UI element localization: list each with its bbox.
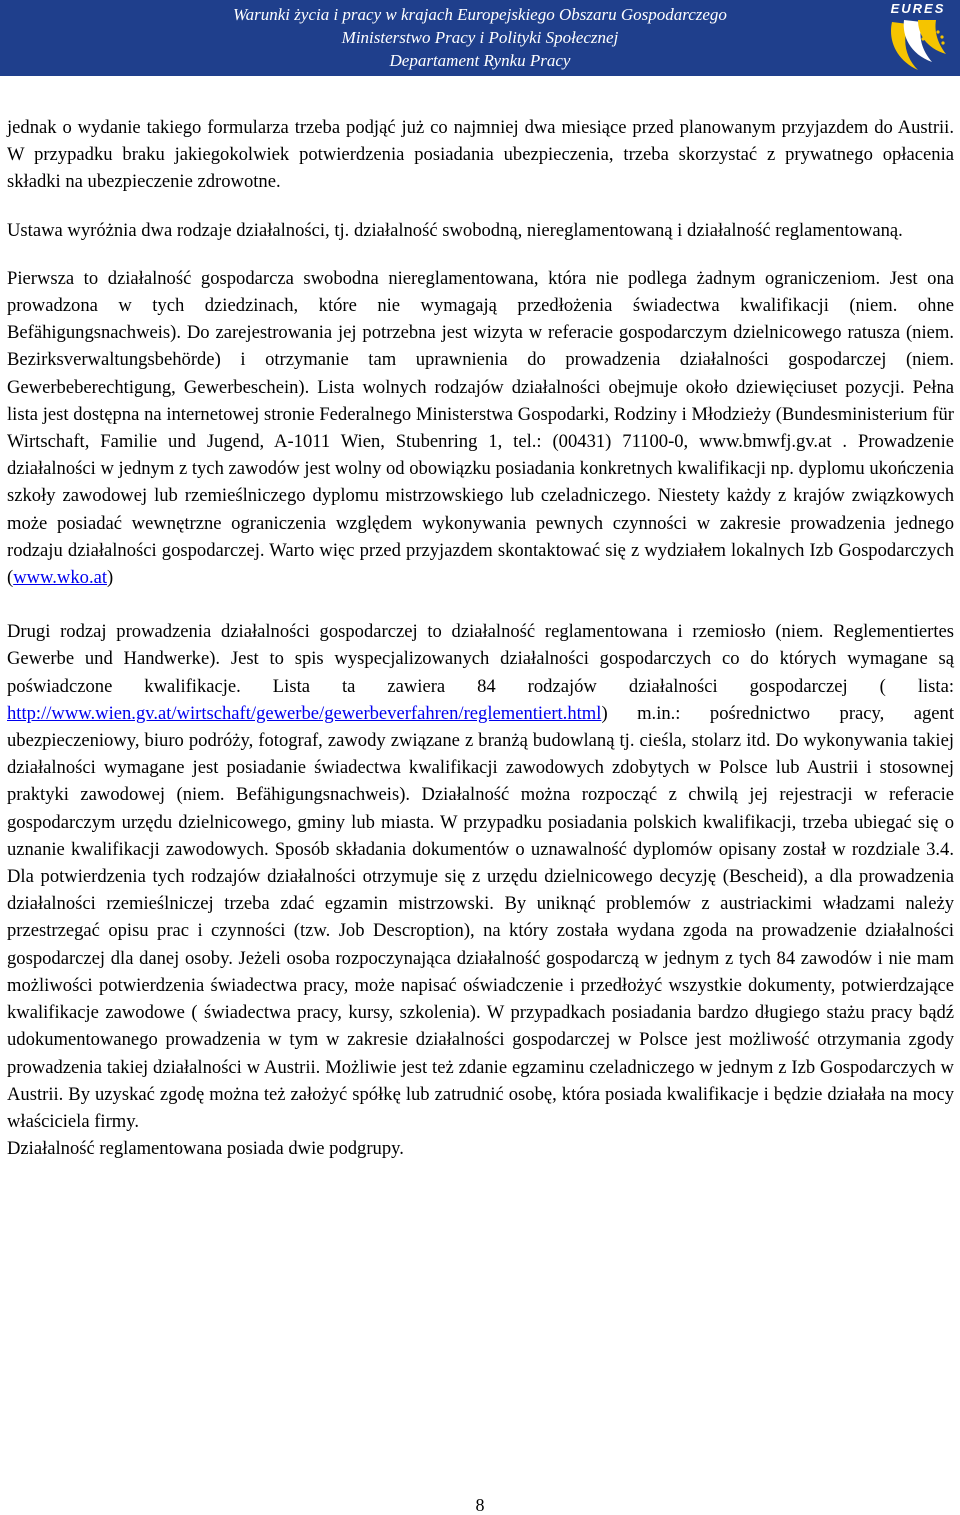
- regulated-activity-text-cont: ) m.in.: pośrednictwo pracy, agent ubezpieczeniowy, biuro podróży, fotograf, zawody związane z branżą budowlaną tj. cieśla, stolarz itd. Do wykonywania takiej działalności wymagane jest posiadanie świadectwa kwalifikacji zawodowych zdobytych w Polsce lub Austrii i stosownej praktyki zawodowej (niem. Befähigungsnachweis). Działalność można rozpocząć z chwilą jej rejestracji w referacie gospodarczym urzędu dzielnicowego, gminy lub miasta. W przypadku posiadania polskich kwalifikacji, trzeba ubiegać się o uznanie kwalifikacji zawodowych. Sposób składania dokumentów o uznawalność dyplomów opisany został w rozdziale 3.4. Dla potwierdzenia tych rodzajów działalności otrzymuje się z urzędu dzielnicowego decyzję (Bescheid), a dla prowadzenia działalności rzemieślniczej trzeba zdać egzamin mistrzowski. By uniknąć problemów z austriackimi władzami należy przestrzegać opisu prac i czynności (tzw. Job Descroption), na który została wydana zgoda na prowadzenie działalności gospodarczej dla danej osoby. Jeżeli osoba rozpoczynająca działalność gospodarczą w jednym z tych 84 zawodów i nie mam możliwości potwierdzenia świadectwa pracy, może napisać oświadczenie i przedłożyć wszystkie dokumenty, potwierdzające kwalifikacje zawodowe ( świadectwa pracy, kursy, szkolenia). W przypadkach posiadania bardzo długiego stażu pracy bądź udokumentowanego prowadzenia w tym w zakresie działalności gospodarczej w Polsce jest możliwość otrzymania zgody prowadzenia takiej działalności w Austrii. Możliwie jest też zdanie egzaminu czeladniczego w jednym z Izb Gospodarczych w Austrii. By uzyskać zgodę można też założyć spółkę lub zatrudnić osobę, która posiada kwalifikacje i będzie działała na mocy właściciela firmy.: [7, 702, 954, 1132]
- eures-emblem-icon: [878, 0, 956, 76]
- header-text-block: [150, 3, 810, 72]
- document-header: [0, 0, 960, 76]
- header-title: Warunki życia i pracy w krajach Europejskiego Obszaru Gospodarczego: [233, 5, 727, 24]
- eures-logo: [878, 0, 956, 76]
- paragraph-activity-types: Ustawa wyróżnia dwa rodzaje działalności, tj. działalność swobodną, niereglamentowaną i działalność reglamentowaną.: [7, 219, 903, 241]
- paragraph-regulated-activity: [7, 618, 954, 1135]
- regulated-activity-text: Drugi rodzaj prowadzenia działalności gospodarczej to działalność reglamentowana i rzemiosło (niem. Reglementiertes Gewerbe und Handwerke). Jest to spis wyspecjalizowanych działalności gospodarczych co do których wymagane są poświadczone kwalifikacje. Lista ta zawiera 84 rodzajów działalności gospodarczej ( lista:: [7, 621, 954, 697]
- document-body: [7, 114, 954, 1162]
- paragraph-free-activity: [7, 265, 954, 591]
- free-activity-text: Pierwsza to działalność gospodarcza swobodna niereglamentowana, która nie podlega żadnym ograniczeniom. Jest ona prowadzona w tych dziedzinach, które nie wymagają przedłożenia świadectwa kwalifikacji (niem. ohne Befähigungsnachweis). Do zarejestrowania jej potrzebna jest wizyta w referacie gospodarczym dzielnicowego ratusza (niem. Bezirksverwaltungsbehörde) i otrzymanie tam uprawnienia do prowadzenia działalności gospodarczej (niem. Gewerbeberechtigung, Gewerbeschein). Lista wolnych rodzajów działalności obejmuje około dziewięciuset pozycji. Pełna lista jest dostępna na internetowej stronie Federalnego Ministerstwa Gospodarki, Rodziny i Młodzieży (Bundesministerium für Wirtschaft, Familie und Jugend, A-1011 Wien, Stubenring 1, tel.: (00431) 71100-0, www.bmwfj.gv.at . Prowadzenie działalności w jednym z tych zawodów jest wolny od obowiązku posiadania konkretnych kwalifikacji np. dyplomu ukończenia szkoły zawodowej lub rzemieślniczego dyplomu mistrzowskiego lub czeladniczego. Niestety każdy z krajów związkowych może posiadać wewnętrzne ograniczenia względem wykonywania pewnych czynności w zakresie prowadzenia jednego rodzaju działalności gospodarczej. Warto więc przed przyjazdem skontaktować się z wydziałem lokalnych Izb Gospodarczych (: [7, 267, 955, 589]
- wien-regulated-list-link[interactable]: http://www.wien.gv.at/wirtschaft/gewerbe/gewerbeverfahren/reglementiert.html: [7, 702, 602, 724]
- paragraph-insurance: jednak o wydanie takiego formularza trzeba podjąć już co najmniej dwa miesiące przed planowanym przyjazdem do Austrii. W przypadku braku jakiegokolwiek potwierdzenia posiadania ubezpieczenia, trzeba skorzystać z prywatnego opłacenia składki na ubezpieczenie zdrowotne.: [7, 117, 954, 193]
- header-ministry: Ministerstwo Pracy i Polityki Społecznej: [341, 28, 619, 47]
- eures-logo-text: EURES: [890, 1, 946, 16]
- paragraph-subgroups: Działalność reglamentowana posiada dwie podgrupy.: [7, 1138, 404, 1160]
- wko-link[interactable]: www.wko.at: [13, 567, 108, 589]
- free-activity-text-end: ): [107, 567, 114, 589]
- header-department: Departament Rynku Pracy: [389, 51, 571, 70]
- page-number: 8: [475, 1495, 485, 1515]
